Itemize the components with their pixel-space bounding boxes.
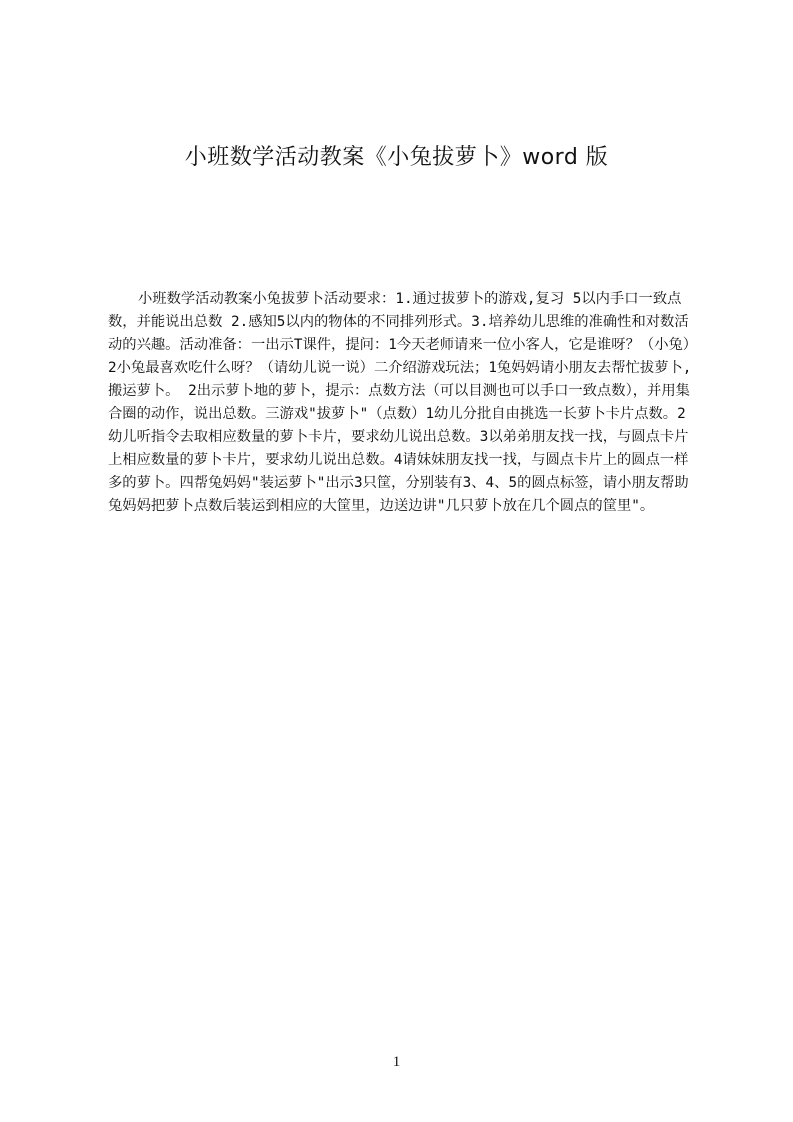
body-paragraph: 小班数学活动教案小兔拔萝卜活动要求：1.通过拔萝卜的游戏,复习 5以内手口一致点数，并能说出总数 2.感知5以内的物体的不同排列形式。3.培养幼儿思维的准确性和对数活动的兴趣。活动准备：一出示T课件，提问：1今天老师请来一位小客人，它是谁呀？（小兔）2小兔最喜欢吃什么呀？（请幼儿说一说）二介绍游戏玩法；1兔妈妈请小朋友去帮忙拔萝卜,搬运萝卜。 2出示萝卜地的萝卜，提示：点数方法（可以目测也可以手口一致点数），并用集合圈的动作，说出总数。三游戏"拔萝卜"（点数）1幼儿分批自由挑选一长萝卜卡片点数。2幼儿听指令去取相应数量的萝卜卡片，要求幼儿说出总数。3以弟弟朋友找一找，与圆点卡片上相应数量的萝卜卡片，要求幼儿说出总数。4请妹妹朋友找一找，与圆点卡片上的圆点一样多的萝卜。四帮兔妈妈"装运萝卜"出示3只筐，分别装有3、4、5的圆点标签，请小朋友帮助兔妈妈把萝卜点数后装运到相应的大筐里，边送边讲"几只萝卜放在几个圆点的筐里"。 — [108, 291, 692, 514]
document-title: 小班数学活动教案《小兔拔萝卜》word 版 — [184, 145, 609, 170]
page-number: 1 — [392, 1054, 401, 1070]
